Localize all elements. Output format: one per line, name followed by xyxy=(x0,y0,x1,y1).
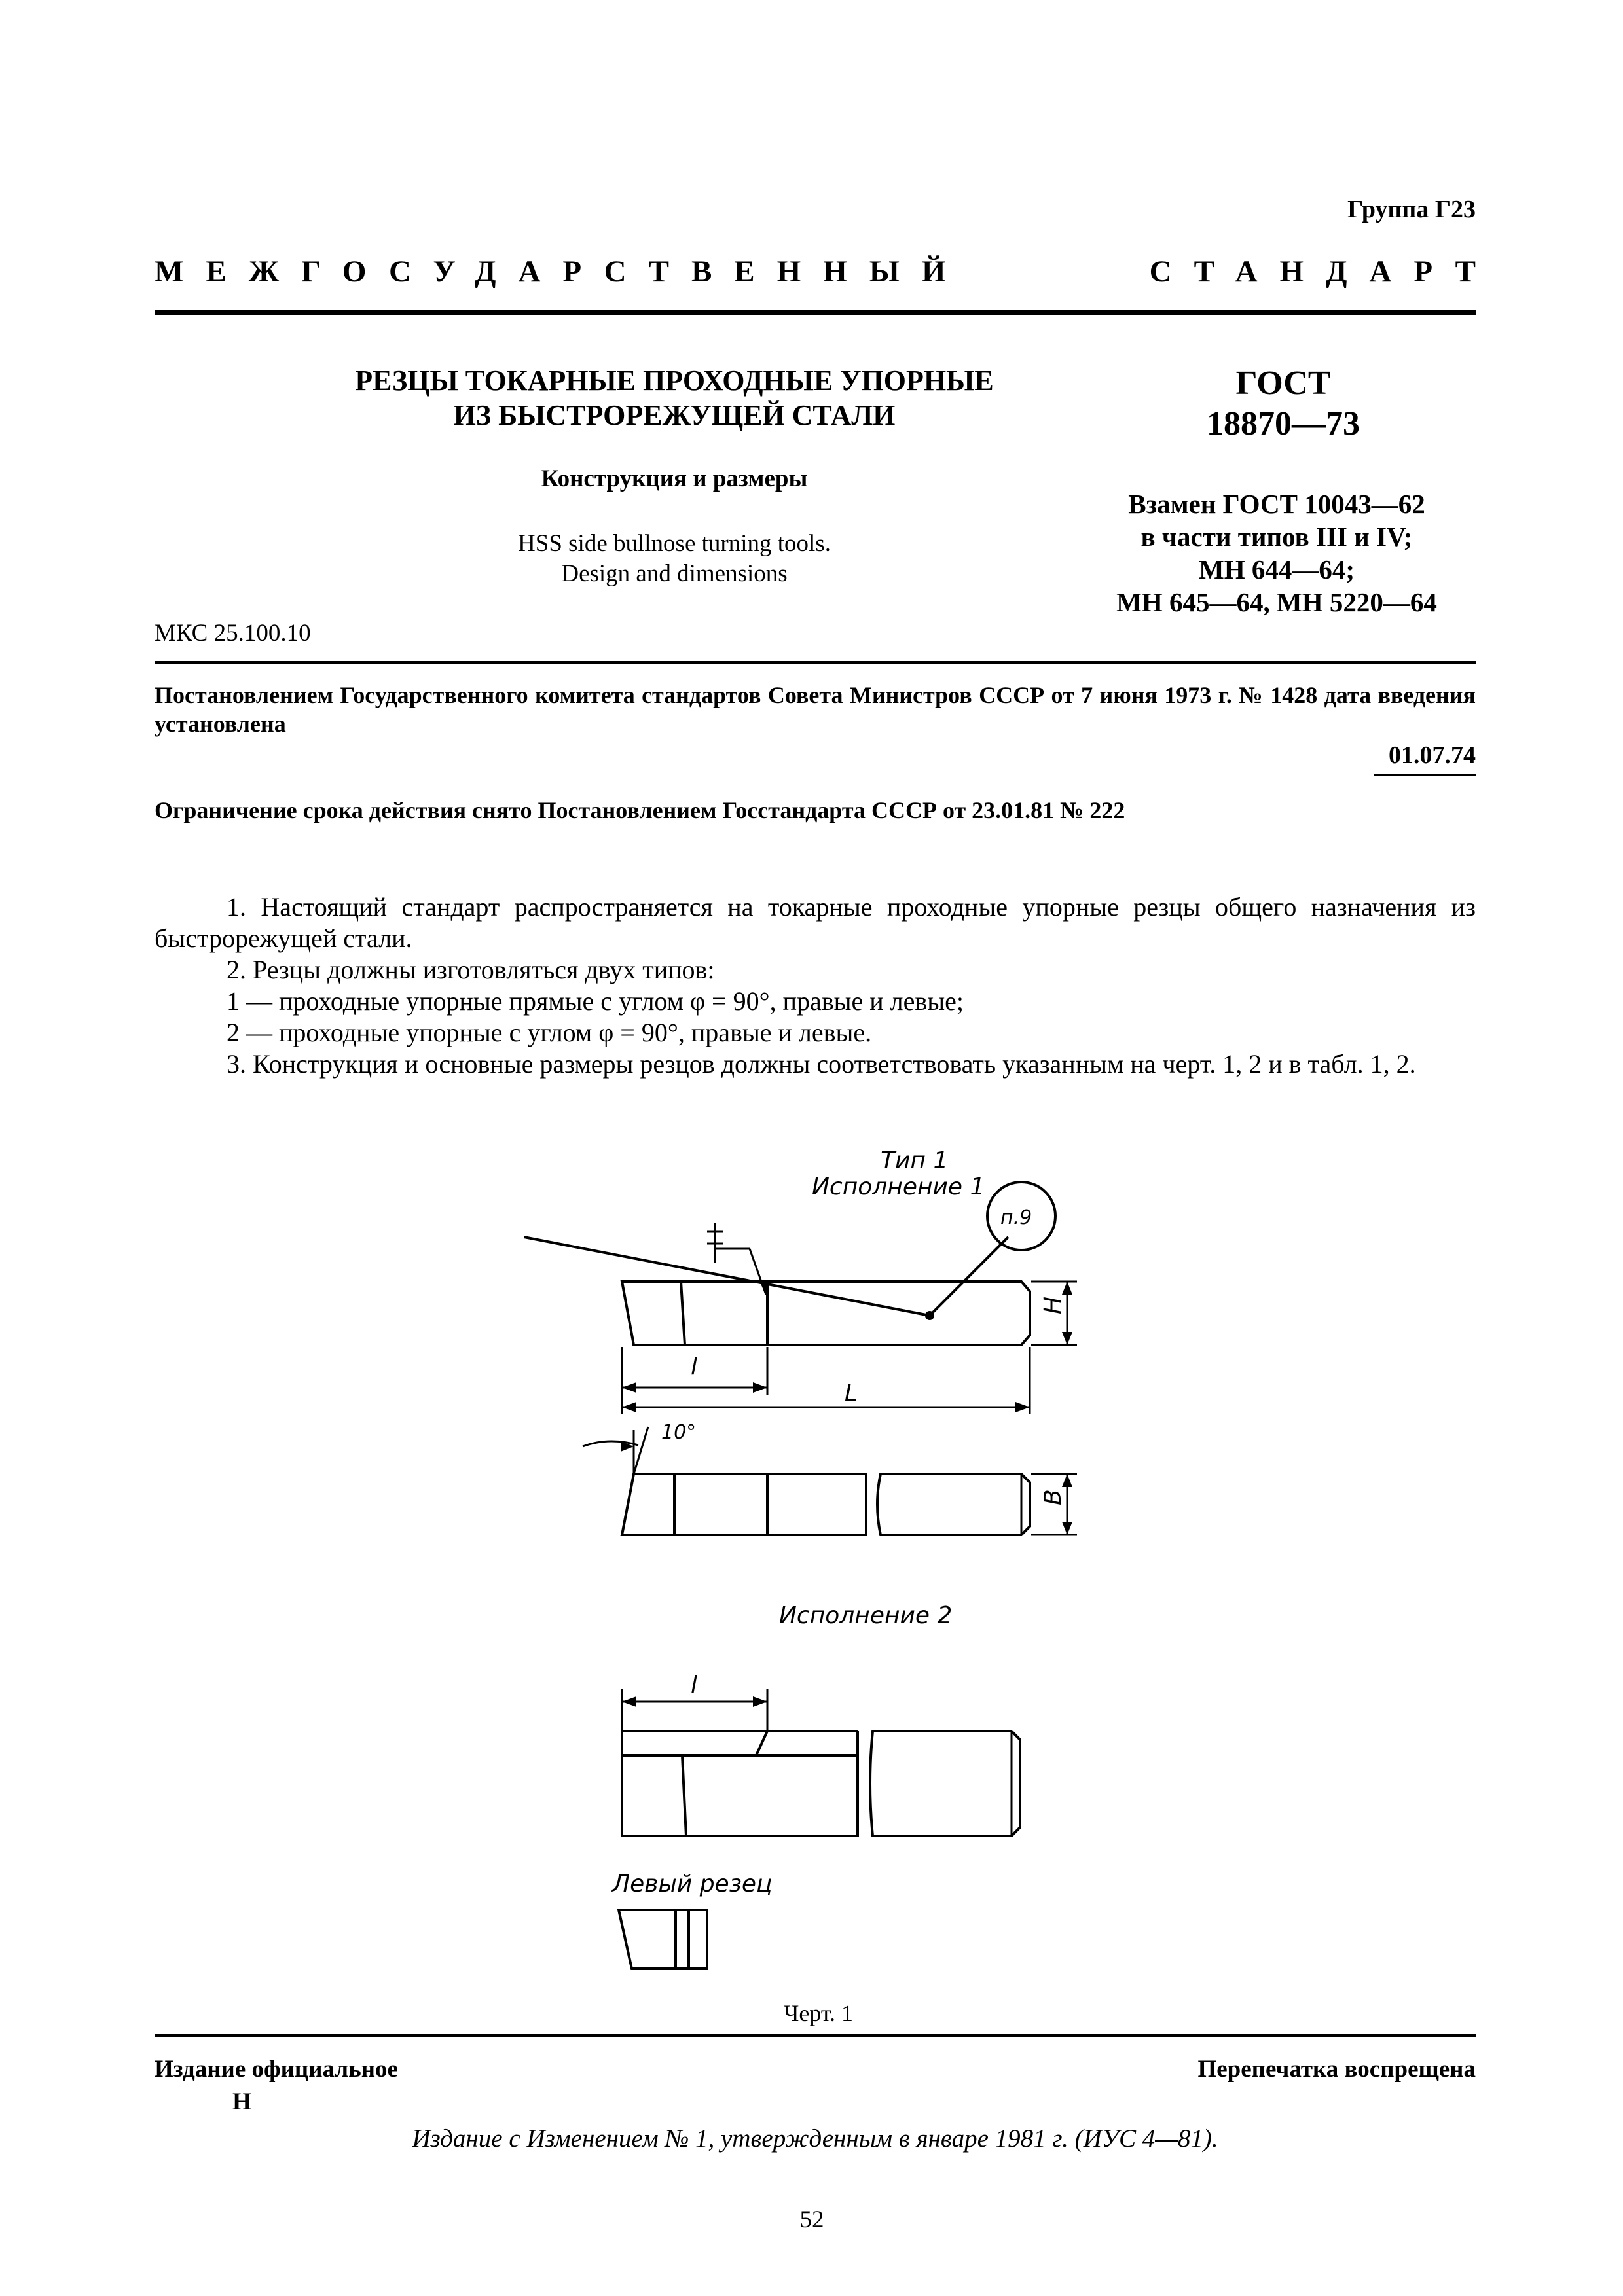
dim-H-label: H xyxy=(1040,1296,1067,1314)
dim-B-label: B xyxy=(1040,1489,1067,1505)
decree-text: Постановлением Государственного комитета стандартов Совета Министров СССР от 7 июня 1973 г. № 1428 дата введения установлена xyxy=(155,682,1476,737)
dim-l-label: l xyxy=(691,1354,698,1380)
footer-rule xyxy=(155,2034,1476,2037)
replaces-line-3: МН 644—64; xyxy=(1199,554,1355,584)
type-label: Тип 1 xyxy=(881,1147,949,1174)
tool-v2-body xyxy=(622,1731,858,1836)
banner-left: МЕЖГОСУДАРСТВЕННЫЙ xyxy=(155,255,968,289)
date-underline xyxy=(1374,774,1476,776)
figure-caption: Черт. 1 xyxy=(784,2000,853,2026)
technical-drawing xyxy=(524,1139,1113,1983)
paragraph-5: 3. Конструкция и основные размеры резцов должны соответствовать указанным на черт. 1, 2 и в табл. 1, 2. xyxy=(227,1049,1416,1079)
replaces-block xyxy=(1048,488,1506,619)
document-subtitle: Конструкция и размеры xyxy=(541,465,808,492)
gost-code: 18870—73 xyxy=(1207,405,1360,442)
paragraph-4: 2 — проходные упорные с углом φ = 90°, правые и левые. xyxy=(227,1018,872,1047)
left-cutter-label: Левый резец xyxy=(612,1871,773,1897)
edition-mark: Н xyxy=(232,2089,251,2115)
standard-banner xyxy=(155,254,1498,289)
paragraph-2: 2. Резцы должны изготовляться двух типов: xyxy=(227,955,715,984)
replaces-line-2: в части типов III и IV; xyxy=(1140,522,1413,552)
gost-number xyxy=(1087,363,1480,444)
tool-body-plan-view-end xyxy=(877,1474,1030,1535)
gost-label: ГОСТ xyxy=(1235,365,1331,402)
title-rule xyxy=(155,661,1476,664)
tool-v2-body-end xyxy=(870,1731,1020,1836)
title-line-1: РЕЗЦЫ ТОКАРНЫЕ ПРОХОДНЫЕ УПОРНЫЕ xyxy=(355,365,994,397)
paragraph-1: 1. Настоящий стандарт распространяется на токарные проходные упорные резцы общего назначения из быстрорежущей стали. xyxy=(155,892,1476,953)
note-label: п.9 xyxy=(1000,1206,1032,1229)
replaces-line-1: Взамен ГОСТ 10043—62 xyxy=(1128,489,1425,519)
version-2-label: Исполнение 2 xyxy=(779,1602,953,1629)
document-title xyxy=(249,363,1100,433)
dim-l2-label: l xyxy=(691,1672,698,1698)
angle-label: 10° xyxy=(661,1421,697,1444)
note-leader-line xyxy=(930,1237,1008,1316)
reprint-prohibited: Перепечатка воспрещена xyxy=(1197,2056,1476,2083)
angle-ext-incline xyxy=(634,1427,648,1474)
dim-L-label: L xyxy=(845,1380,858,1407)
english-title xyxy=(249,529,1100,589)
english-title-line-2: Design and dimensions xyxy=(561,560,788,587)
version-1-label: Исполнение 1 xyxy=(812,1174,985,1200)
paragraph-3: 1 — проходные упорные прямые с углом φ = 90°, правые и левые; xyxy=(227,986,964,1016)
left-cutter-sketch xyxy=(619,1910,707,1969)
body-text xyxy=(155,891,1476,1080)
english-title-line-1: HSS side bullnose turning tools. xyxy=(518,530,831,557)
header-rule xyxy=(155,310,1476,315)
introduction-date: 01.07.74 xyxy=(1389,742,1476,769)
limitation-text: Ограничение срока действия снято Постановлением Госстандарта СССР от 23.01.81 № 222 xyxy=(155,797,1125,823)
tool-body-plan-view xyxy=(622,1474,866,1535)
mks-code: МКС 25.100.10 xyxy=(155,620,311,647)
group-label: Группа Г23 xyxy=(1347,196,1476,223)
amendment-note: Издание с Изменением № 1, утвержденным в январе 1981 г. (ИУС 4—81). xyxy=(412,2125,1218,2153)
banner-right: СТАНДАРТ xyxy=(1149,255,1498,289)
title-line-2: ИЗ БЫСТРОРЕЖУЩЕЙ СТАЛИ xyxy=(453,399,896,431)
replaces-line-4: МН 645—64, МН 5220—64 xyxy=(1116,587,1437,617)
note-leader-dot xyxy=(926,1312,933,1319)
tool-v2-cut-line xyxy=(682,1755,686,1836)
page-number: 52 xyxy=(799,2206,824,2233)
cutting-part-line xyxy=(681,1282,685,1345)
official-edition: Издание официальное xyxy=(155,2056,398,2083)
